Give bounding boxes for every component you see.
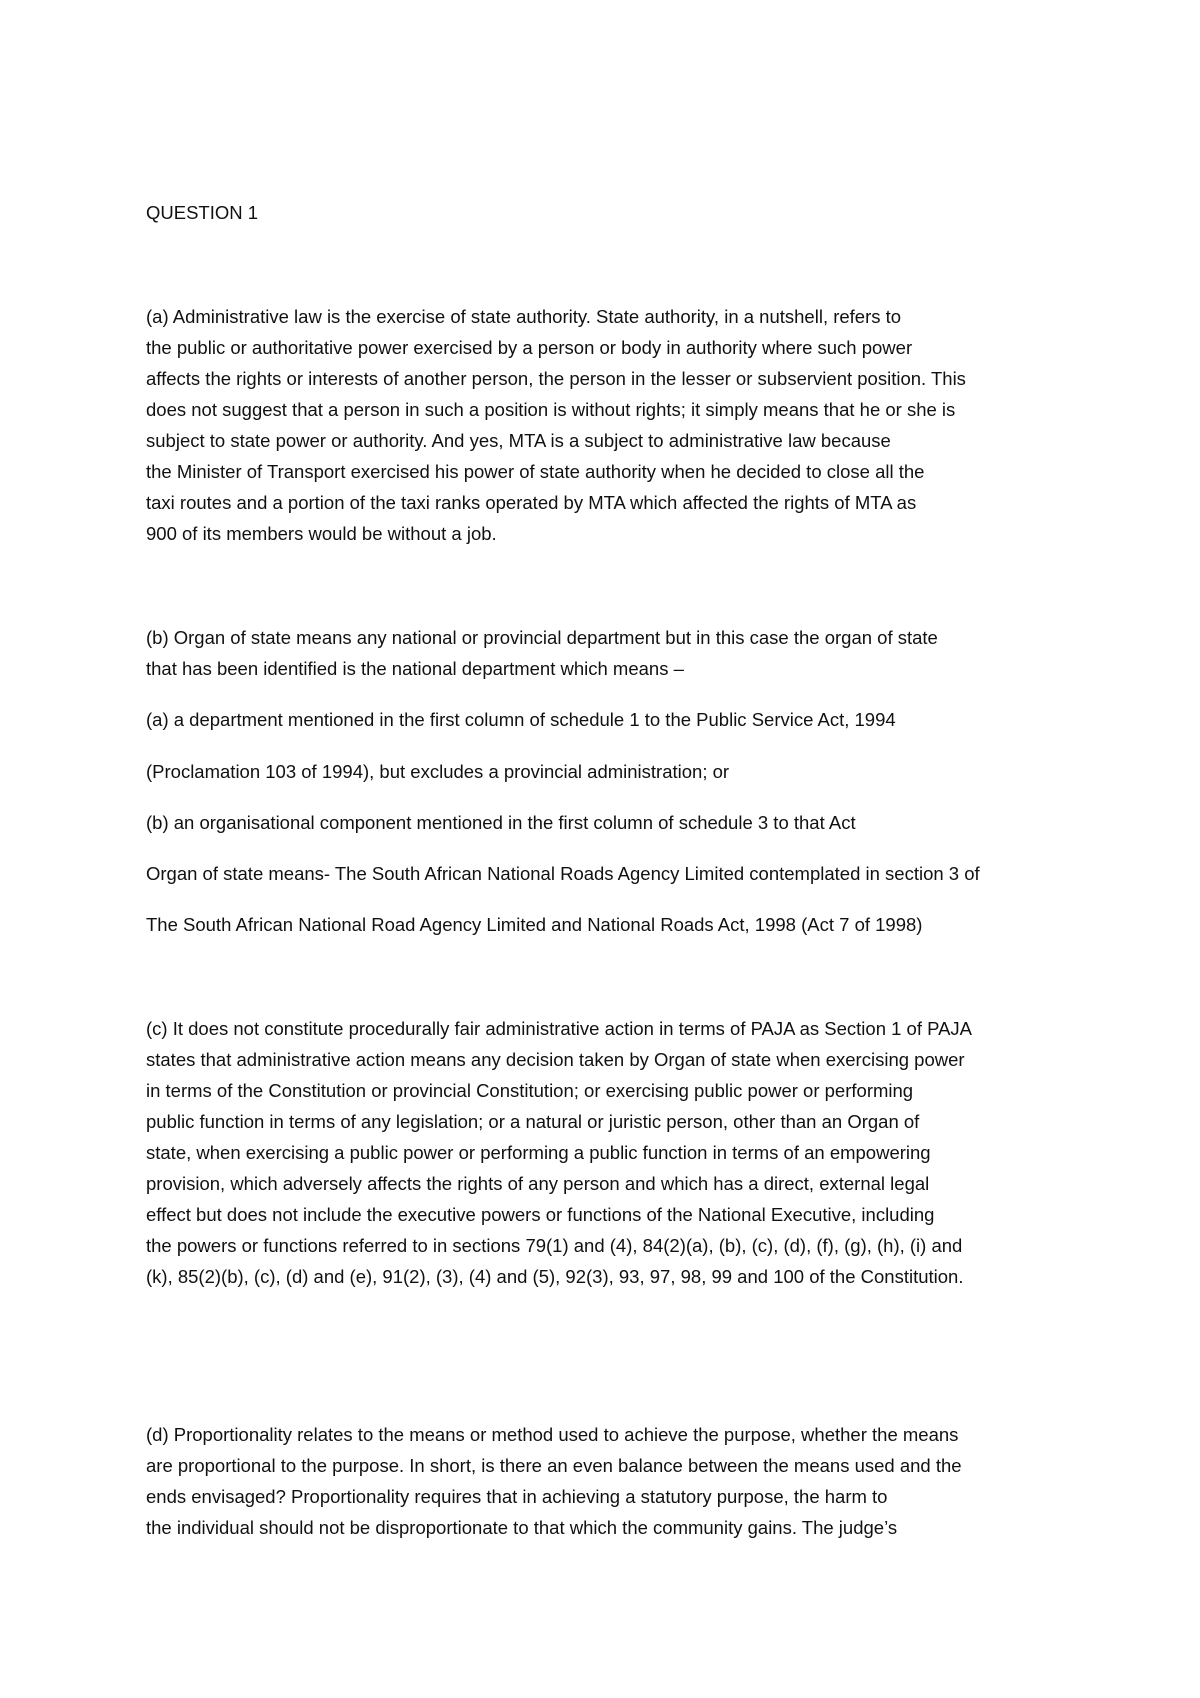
answer-b-line-7: The South African National Road Agency Limited and National Roads Act, 1998 (Act 7 of 1998) (146, 914, 923, 935)
answer-c-line-4: public function in terms of any legislation; or a natural or juristic person, other than an Organ of (146, 1111, 920, 1132)
answer-d-line-3: ends envisaged? Proportionality requires that in achieving a statutory purpose, the harm to (146, 1486, 888, 1507)
answer-b-line-4: (Proclamation 103 of 1994), but excludes a provincial administration; or (146, 761, 730, 782)
answer-c-line-6: provision, which adversely affects the rights of any person and which has a direct, external legal (146, 1173, 930, 1194)
answer-c-line-1: (c) It does not constitute procedurally fair administrative action in terms of PAJA as Section 1 of PAJA (146, 1018, 973, 1039)
answer-d-line-1: (d) Proportionality relates to the means or method used to achieve the purpose, whether the means (146, 1424, 959, 1445)
answer-a-line-8: 900 of its members would be without a job. (146, 523, 497, 544)
answer-b-line-6: Organ of state means- The South African National Roads Agency Limited contemplated in section 3 of (146, 863, 980, 884)
answer-c-line-7: effect but does not include the executive powers or functions of the National Executive, including (146, 1204, 935, 1225)
answer-b-line-2: that has been identified is the national department which means – (146, 658, 684, 679)
answer-c-line-9: (k), 85(2)(b), (c), (d) and (e), 91(2), (3), (4) and (5), 92(3), 93, 97, 98, 99 and 100 of the Constitution. (146, 1266, 964, 1287)
answer-c-line-8: the powers or functions referred to in sections 79(1) and (4), 84(2)(a), (b), (c), (d), (f), (g), (h), (i) and (146, 1235, 963, 1256)
answer-d-line-2: are proportional to the purpose. In short, is there an even balance between the means used and the (146, 1455, 962, 1476)
answer-c-line-5: state, when exercising a public power or performing a public function in terms of an empowering (146, 1142, 931, 1163)
answer-a-line-4: does not suggest that a person in such a position is without rights; it simply means that he or she is (146, 399, 956, 420)
answer-d-line-4: the individual should not be disproportionate to that which the community gains. The judge’s (146, 1517, 898, 1538)
answer-b-line-1: (b) Organ of state means any national or provincial department but in this case the organ of state (146, 627, 938, 648)
answer-c-line-2: states that administrative action means any decision taken by Organ of state when exercising power (146, 1049, 965, 1070)
answer-a-line-5: subject to state power or authority. And yes, MTA is a subject to administrative law because (146, 430, 891, 451)
answer-b-line-5: (b) an organisational component mentioned in the first column of schedule 3 to that Act (146, 812, 856, 833)
question-heading: QUESTION 1 (146, 202, 259, 223)
answer-c-line-3: in terms of the Constitution or provincial Constitution; or exercising public power or performing (146, 1080, 914, 1101)
answer-a-line-2: the public or authoritative power exercised by a person or body in authority where such power (146, 337, 913, 358)
answer-a-line-3: affects the rights or interests of another person, the person in the lesser or subservient position. This (146, 368, 966, 389)
answer-a-line-6: the Minister of Transport exercised his power of state authority when he decided to close all the (146, 461, 925, 482)
answer-a-line-7: taxi routes and a portion of the taxi ranks operated by MTA which affected the rights of MTA as (146, 492, 917, 513)
answer-a-line-1: (a) Administrative law is the exercise of state authority. State authority, in a nutshell, refers to (146, 306, 902, 327)
answer-b-line-3: (a) a department mentioned in the first column of schedule 1 to the Public Service Act, 1994 (146, 709, 896, 730)
